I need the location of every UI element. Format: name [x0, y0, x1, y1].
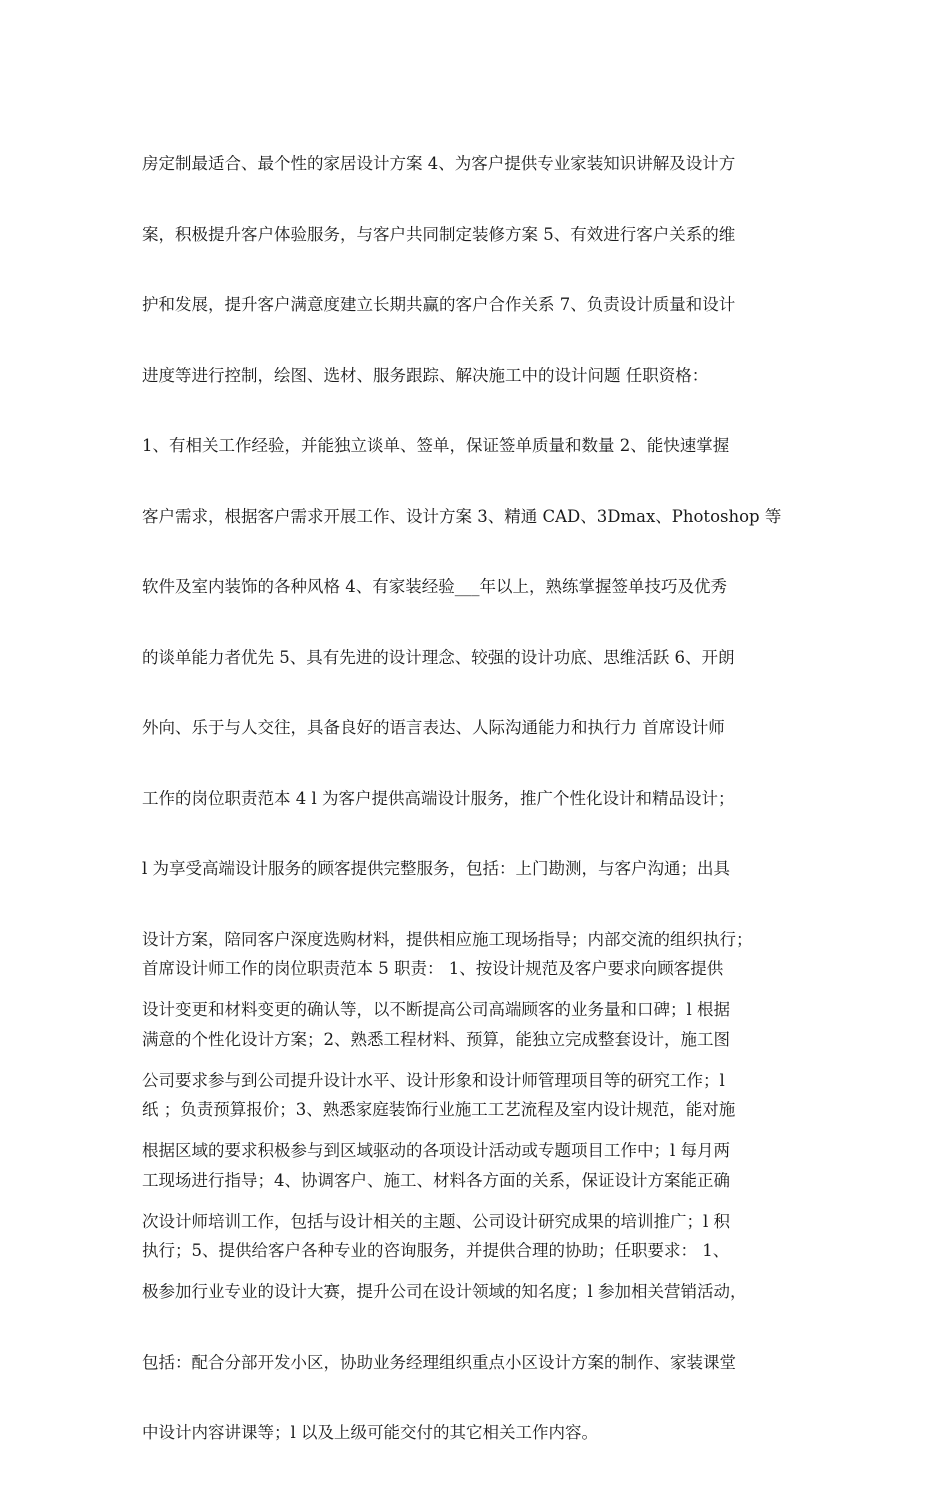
text-line: 满意的个性化设计方案；2、熟悉工程材料、预算，能独立完成整套设计，施工图	[142, 1029, 730, 1049]
text-line: 首席设计师工作的岗位职责范本 5 职责： 1、按设计规范及客户要求向顾客提供	[142, 959, 724, 978]
text-line: 设计方案，陪同客户深度选购材料，提供相应施工现场指导；内部交流的组织执行；	[142, 929, 753, 949]
text-line: 进度等进行控制，绘图、选材、服务跟踪、解决施工中的设计问题 任职资格：	[142, 365, 709, 385]
text-line: 公司要求参与到公司提升设计水平、设计形象和设计师管理项目等的研究工作；l	[142, 1070, 725, 1090]
text-line: 设计变更和材料变更的确认等，以不断提高公司高端顾客的业务量和口碑；l 根据	[142, 1000, 731, 1019]
text-line: 纸 ；负责预算报价；3、熟悉家庭装饰行业施工工艺流程及室内设计规范，能对施	[142, 1100, 736, 1119]
text-line: 1、有相关工作经验，并能独立谈单、签单，保证签单质量和数量 2、能快速掌握	[142, 436, 730, 455]
text-line: 护和发展，提升客户满意度建立长期共赢的客户合作关系 7、负责设计质量和设计	[142, 295, 736, 314]
text-line: 房定制最适合、最个性的家居设计方案 4、为客户提供专业家装知识讲解及设计方	[142, 154, 736, 173]
text-line: 包括：配合分部开发小区，协助业务经理组织重点小区设计方案的制作、家装课堂	[142, 1352, 736, 1372]
text-line: 客户需求，根据客户需求开展工作、设计方案 3、精通 CAD、3Dmax、Photoshop 等	[142, 506, 782, 526]
text-line: 外向、乐于与人交往，具备良好的语言表达、人际沟通能力和执行力 首席设计师	[142, 718, 725, 737]
paragraph-template-5	[142, 915, 832, 1306]
text-line: 案，积极提升客户体验服务，与客户共同制定装修方案 5、有效进行客户关系的维	[142, 224, 736, 244]
text-line: l 为享受高端设计服务的顾客提供完整服务，包括：上门勘测，与客户沟通；出具	[142, 859, 731, 878]
text-line: 中设计内容讲课等；l 以及上级可能交付的其它相关工作内容。	[142, 1423, 599, 1442]
text-line: 执行；5、提供给客户各种专业的咨询服务，并提供合理的协助；任职要求： 1、	[142, 1241, 730, 1260]
text-line: 工现场进行指导；4、协调客户、施工、材料各方面的关系，保证设计方案能正确	[142, 1170, 730, 1190]
text-line: 次设计师培训工作，包括与设计相关的主题、公司设计研究成果的培训推广；l 积	[142, 1211, 731, 1231]
text-line: 极参加行业专业的设计大赛，提升公司在设计领域的知名度；l 参加相关营销活动，	[142, 1282, 747, 1301]
text-line: 工作的岗位职责范本 4 l 为客户提供高端设计服务，推广个性化设计和精品设计；	[142, 788, 735, 808]
text-line: 的谈单能力者优先 5、具有先进的设计理念、较强的设计功底、思维活跃 6、开朗	[142, 647, 735, 667]
text-line: 根据区域的要求积极参与到区域驱动的各项设计活动或专题项目工作中；l 每月两	[142, 1141, 731, 1160]
text-line: 软件及室内装饰的各种风格 4、有家装经验___年以上，熟练掌握签单技巧及优秀	[142, 577, 727, 596]
